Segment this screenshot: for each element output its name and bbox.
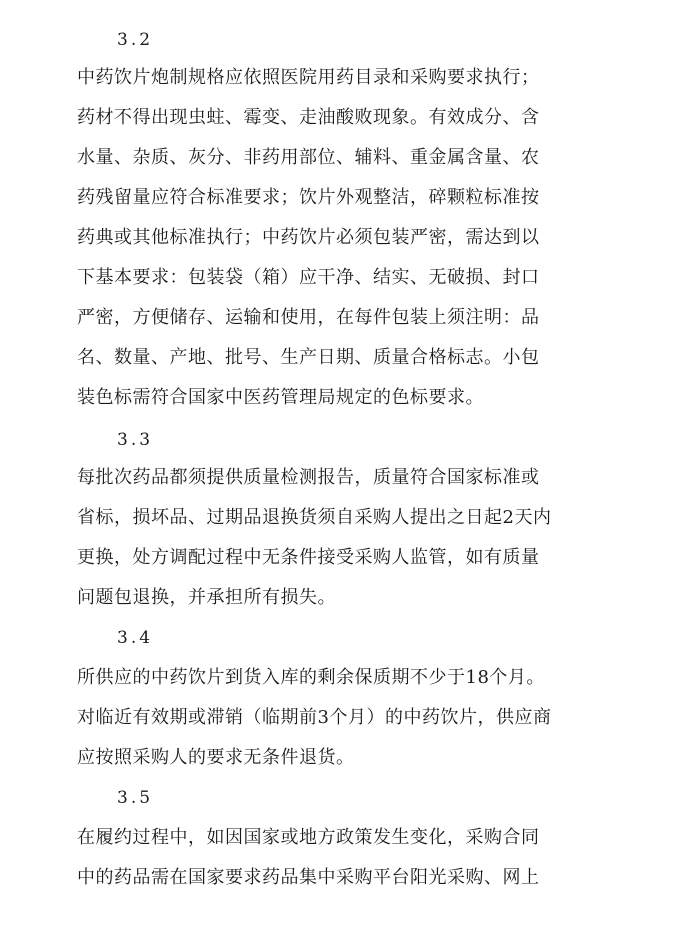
paragraph-line: 应按照采购人的要求无条件退货。 [77,747,355,768]
paragraph-line: 严密，方便储存、运输和使用，在每件包装上须注明：品 [77,307,540,328]
paragraph-line: 药材不得出现虫蛀、霉变、走油酸败现象。有效成分、含 [77,107,540,128]
paragraph-line: 名、数量、产地、批号、生产日期、质量合格标志。小包 [77,347,540,368]
paragraph-line: 问题包退换，并承担所有损失。 [77,587,336,608]
section-heading: 3.2 [117,30,154,50]
paragraph-line: 药典或其他标准执行；中药饮片必须包装严密，需达到以 [77,227,540,248]
paragraph-line: 药残留量应符合标准要求；饮片外观整洁，碎颗粒标准按 [77,187,540,208]
paragraph-line: 每批次药品都须提供质量检测报告，质量符合国家标准或 [77,467,540,488]
paragraph-line: 中的药品需在国家要求药品集中采购平台阳光采购、网上 [77,867,540,888]
paragraph-line: 更换，处方调配过程中无条件接受采购人监管，如有质量 [77,547,540,568]
paragraph-line: 下基本要求：包装袋（箱）应干净、结实、无破损、封口 [77,267,540,288]
paragraph-line: 装色标需符合国家中医药管理局规定的色标要求。 [77,387,484,408]
section-heading: 3.3 [117,430,154,450]
section-heading: 3.4 [117,628,154,648]
paragraph-line: 省标，损坏品、过期品退换货须自采购人提出之日起2天内 [77,507,552,528]
paragraph-line: 所供应的中药饮片到货入库的剩余保质期不少于18个月。 [77,667,545,688]
paragraph-line: 中药饮片炮制规格应依照医院用药目录和采购要求执行； [77,67,540,88]
section-heading: 3.5 [117,788,154,808]
paragraph-line: 水量、杂质、灰分、非药用部位、辅料、重金属含量、农 [77,147,540,168]
paragraph-line: 在履约过程中，如因国家或地方政策发生变化，采购合同 [77,827,540,848]
paragraph-line: 对临近有效期或滞销（临期前3个月）的中药饮片，供应商 [77,707,552,728]
